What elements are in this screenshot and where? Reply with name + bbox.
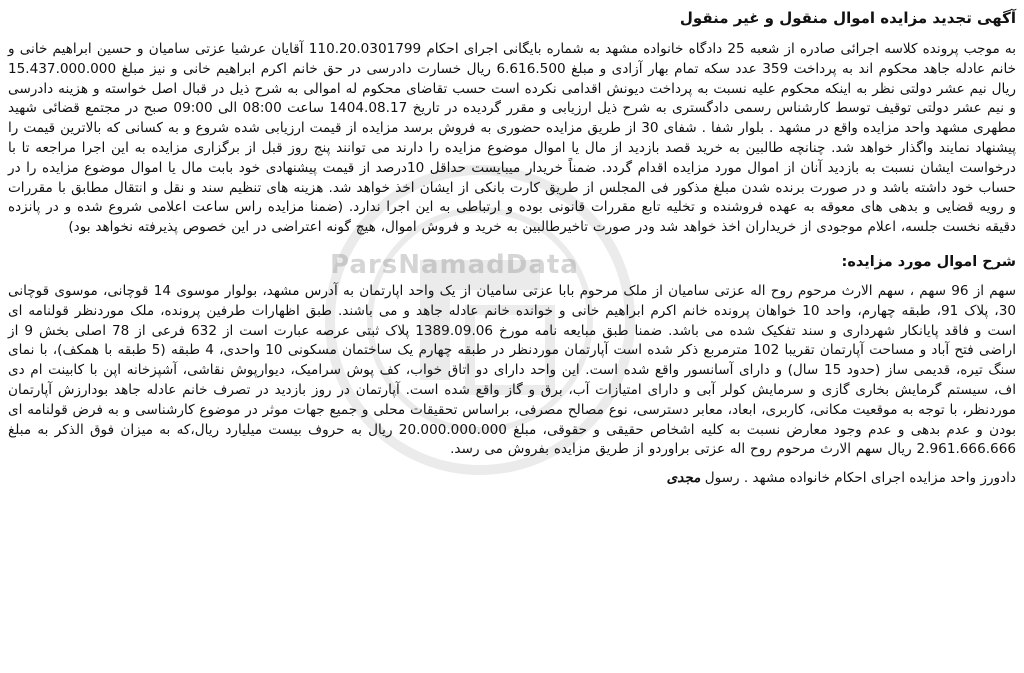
signer-title: دادورز واحد مزایده اجرای احکام خانواده مشهد . رسول — [704, 470, 1016, 487]
notice-title: آگهی تجدید مزایده اموال منقول و غیر منقول — [679, 9, 1016, 27]
handwritten-signature: مجدی — [666, 470, 701, 487]
property-description-paragraph: سهم از 96 سهم ، سهم الارث مرحوم روح اله عزتی سامیان از ملک مرحوم بابا عزتی سامیان از یک واحد اپارتمان به آدرس مشهد، بولوار موسوی 14 قوچانی، موسوی قوچانی 30، پلاک 91، طبقه چهارم، واحد 10 خواهان پرونده خانم اکرم ابراهیم خانی و خوانده خانم عادله جاهد و می باشند. طبق اظهارات طرفین پرونده، ملک موردنظر قولنامه ای است و فاقد پایانکار شهرداری و سند تفکیک شده می باشد. ضمنا طبق مبایعه نامه مورخ 1389.09.06 پلاک ثبتی عرصه عبارت است از 632 فرعی از 78 اصلی بخش 9 از اراضی فتح آباد و مساحت آپارتمان تقریبا 102 مترمربع ذکر شده است آپارتمان موردنظر در طبقه چهارم یک ساختمان مسکونی 10 واحدی، 4 طبقه (5 طبقه با همکف)، با نمای سنگ تیره، قدیمی ساز (حدود 15 سال) و دارای آسانسور واقع شده است. این واحد دارای دو اتاق خواب، کف پوش سرامیک، دیوارپوش نقاشی، آشپزخانه اپن با کابینت ام دی اف، سیستم گرمایش بخاری گازی و سرمایش کولر آبی و دارای امتیازات آب، برق و گاز واقع شده است. آپارتمان در روز بازدید در تصرف خانم عادله جاهد بودارزش آپارتمان موردنظر، با توجه به موقعیت مکانی، کاربری، ابعاد، معابر دسترسی، نوع مصالح مصرفی، براساس تحقیقات محلی و جمیع جهات موثر در موضوع کارشناسی و به فرض قولنامه ای بودن و عدم بدهی و عدم وجود معارض نسبت به کلیه اشخاص حقیقی و حقوقی، مبلغ 20.000.000.000 ریال به حروف بیست میلیارد ریال،که به میزان فوق الذکر به مبلغ 2.961.666.666 ریال سهم الارث مرحوم روح اله عزتی براوردو از طریق مزایده بفروش می رسد. — [8, 282, 1016, 458]
signature-line — [8, 468, 1016, 488]
property-description-heading: شرح اموال مورد مزایده: — [841, 253, 1016, 270]
watermark-text: ParsNamadData — [330, 250, 579, 280]
notice-body-paragraph: به موجب پرونده کلاسه اجرائی صادره از شعبه 25 دادگاه خانواده مشهد به شماره بایگانی اجرای احکام 110.20.0301799 آقایان عرشیا عزتی سامیان و حسین ابراهیم خانی و خانم عادله جاهد محکوم اند به پرداخت 359 عدد سکه تمام بهار آزادی و مبلغ 6.616.500 ریال خسارت دادرسی در حق خانم اکرم ابراهیم خانی و نیز مبلغ 15.437.000.000 ریال نیم عشر دولتی نظر به اینکه محکوم علیه نسبت به پرداخت دیونش اقدامی نکرده است حسب تقاضای محکوم له اموالی به شرح ذیل در قبال اصل خواسته و هزینه دادرسی و نیم عشر دولتی توقیف توسط کارشناس رسمی دادگستری به شرح ذیل ارزیابی و مقرر گردیده در تاریخ 1404.08.17 ساعت 08:00 الی 09:00 صبح در مجتمع قضائی شهید مطهری مشهد واحد مزایده واقع در مشهد . بلوار شفا . شفای 30 از طریق مزایده حضوری به فروش برسد مزایده از قیمت ارزیابی شده شروع و به کسانی که بالاترین قیمت را پیشنهاد نمایند واگذار خواهد شد. چنانچه طالبین به خرید قصد بازدید از مال یا اموال موضوع مزایده را دارند می توانند پنج روز قبل از برگزاری مزایده به این اجرا مراجعه تا با درخواست ایشان نسبت به بازدید آنان از اموال مورد مزایده اقدام گردد. ضمناً خریدار میبایست حداقل 10درصد از قیمت پیشنهادی خود بابت مال یا اموال موضوع مزایده را در حساب خود داشته باشد و در صورت برنده شدن مبلغ مذکور فی المجلس از طریق کارت بانکی از ایشان اخذ خواهد شد. هزینه های تنظیم سند و نقل و انتقال مطابق با مقررات و رویه قضایی و بدهی های معوقه به عهده فروشنده و تخلیه تابع مقررات قانونی بوده و ارتباطی به این اجرا ندارد. (ضمنا مزایده راس ساعت اعلامی شروع شده و در پانزده دقیقه نخست جلسه، اعلام موجودی از خریداران اخذ خواهد شد ودر صورت تاخیرطالبین به خرید و فروش اموال، هیچ گونه اعتراضی در این خصوص پذیرفته نخواهد بود) — [8, 41, 1016, 236]
